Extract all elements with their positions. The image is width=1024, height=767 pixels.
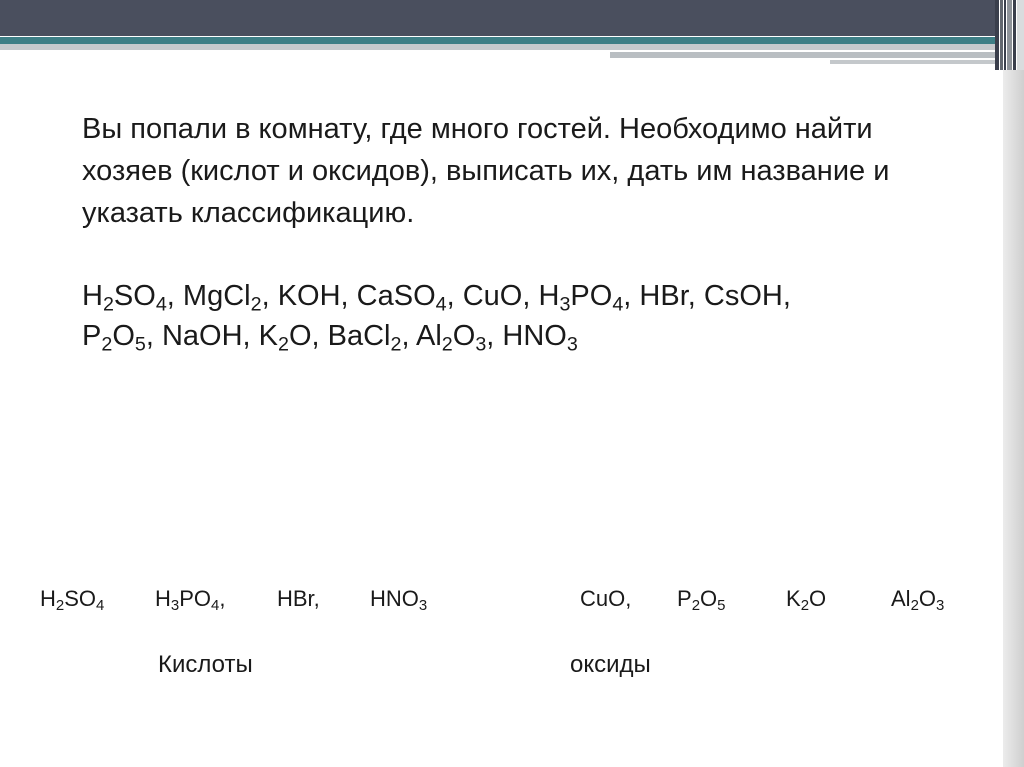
formula-subscript: 2 (390, 333, 402, 356)
formula-text: H (40, 586, 56, 611)
oxide-formula (580, 584, 631, 614)
formula-subscript: 2 (250, 293, 262, 316)
formula-subscript: 3 (418, 597, 428, 615)
formula-text: , (145, 320, 162, 352)
formula-text: KOH, (277, 280, 357, 312)
formula-subscript: 2 (278, 333, 289, 356)
formula-text: , (623, 280, 640, 312)
edge-stripe (1000, 0, 1003, 70)
formula-subscript: 5 (717, 597, 726, 615)
formula-subscript: 3 (475, 333, 487, 356)
formula-text: HNO (502, 320, 567, 352)
formula-text: HBr, (277, 586, 320, 611)
formula-text: NaOH, (161, 320, 259, 352)
formula-text: , (401, 320, 416, 352)
formula-subscript: 3 (559, 293, 571, 316)
edge-stripe (1004, 0, 1006, 70)
formula-text: O (809, 586, 827, 611)
formula-subscript: 2 (101, 333, 113, 356)
formula-text: K (786, 586, 801, 611)
oxide-formula (677, 584, 725, 614)
formula-line-2 (82, 316, 578, 356)
formula-subscript: 2 (441, 333, 453, 356)
formula-text: Al (891, 586, 911, 611)
formula-subscript: 4 (96, 597, 105, 615)
header-bar-grey (0, 44, 995, 50)
formula-text: H (538, 280, 560, 312)
formula-subscript: 2 (102, 293, 114, 316)
header-bar-teal (0, 37, 995, 44)
formula-text: SO (113, 280, 156, 312)
oxide-formula (786, 584, 826, 614)
formula-text: K (258, 320, 278, 352)
formula-text: CuO, (580, 586, 632, 611)
formula-text: HNO (370, 586, 419, 611)
formula-text: P (82, 320, 102, 352)
formula-line-1 (82, 276, 791, 316)
edge-stripe (1013, 0, 1016, 70)
formula-text: CuO, (462, 280, 539, 312)
formula-text: Al (415, 320, 442, 352)
formula-text: HBr, (639, 280, 704, 312)
formula-subscript: 4 (435, 293, 447, 316)
formula-text: O (112, 320, 135, 352)
formula-text: CsOH, (703, 280, 791, 312)
formula-text: O (452, 320, 476, 352)
acid-formula (277, 584, 320, 614)
formula-subscript: 2 (55, 597, 65, 615)
formula-text: O (700, 586, 718, 611)
formula-text: PO (179, 586, 212, 611)
header-bar-grey-short (610, 52, 995, 58)
edge-stripe (1007, 0, 1012, 70)
formula-subscript: 2 (691, 597, 701, 615)
formula-text: P (677, 586, 692, 611)
formula-subscript: 3 (170, 597, 180, 615)
formula-subscript: 4 (155, 293, 167, 316)
header-bar-grey-shortest (830, 60, 995, 64)
oxide-formula (891, 584, 944, 614)
formula-subscript: 3 (566, 333, 578, 356)
formula-subscript: 4 (211, 597, 220, 615)
page-edge-shadow (1003, 70, 1024, 767)
oxides-label: оксиды (570, 651, 651, 678)
formula-text: O (918, 586, 937, 611)
edge-stripe (995, 0, 999, 70)
formula-text: , (486, 320, 503, 352)
formula-subscript: 4 (612, 293, 624, 316)
formula-text: , (166, 280, 183, 312)
formula-text: H (155, 586, 171, 611)
formula-text: CaSO (356, 280, 436, 312)
header-bar-dark (0, 0, 995, 36)
formula-subscript: 2 (800, 597, 810, 615)
formula-text: BaCl (327, 320, 391, 352)
acids-label: Кислоты (158, 651, 253, 678)
acid-formula (370, 584, 427, 614)
formula-text: , (219, 586, 226, 611)
formula-text: MgCl (182, 280, 251, 312)
formula-subscript: 5 (134, 333, 146, 356)
task-paragraph: Вы попали в комнату, где много гостей. Необходимо найти хозяев (кислот и оксидов), выписать их, дать им название и указать классификацию. (82, 113, 890, 229)
edge-stripe (1017, 0, 1024, 70)
formula-text: , (261, 280, 278, 312)
formula-text: SO (64, 586, 97, 611)
formula-subscript: 3 (936, 597, 945, 615)
acid-formula (40, 584, 104, 614)
formula-text: H (82, 280, 103, 312)
acid-formula (155, 584, 225, 614)
formula-text: O, (288, 320, 328, 352)
formula-subscript: 2 (910, 597, 919, 615)
formula-text: PO (570, 280, 613, 312)
formula-text: , (446, 280, 463, 312)
